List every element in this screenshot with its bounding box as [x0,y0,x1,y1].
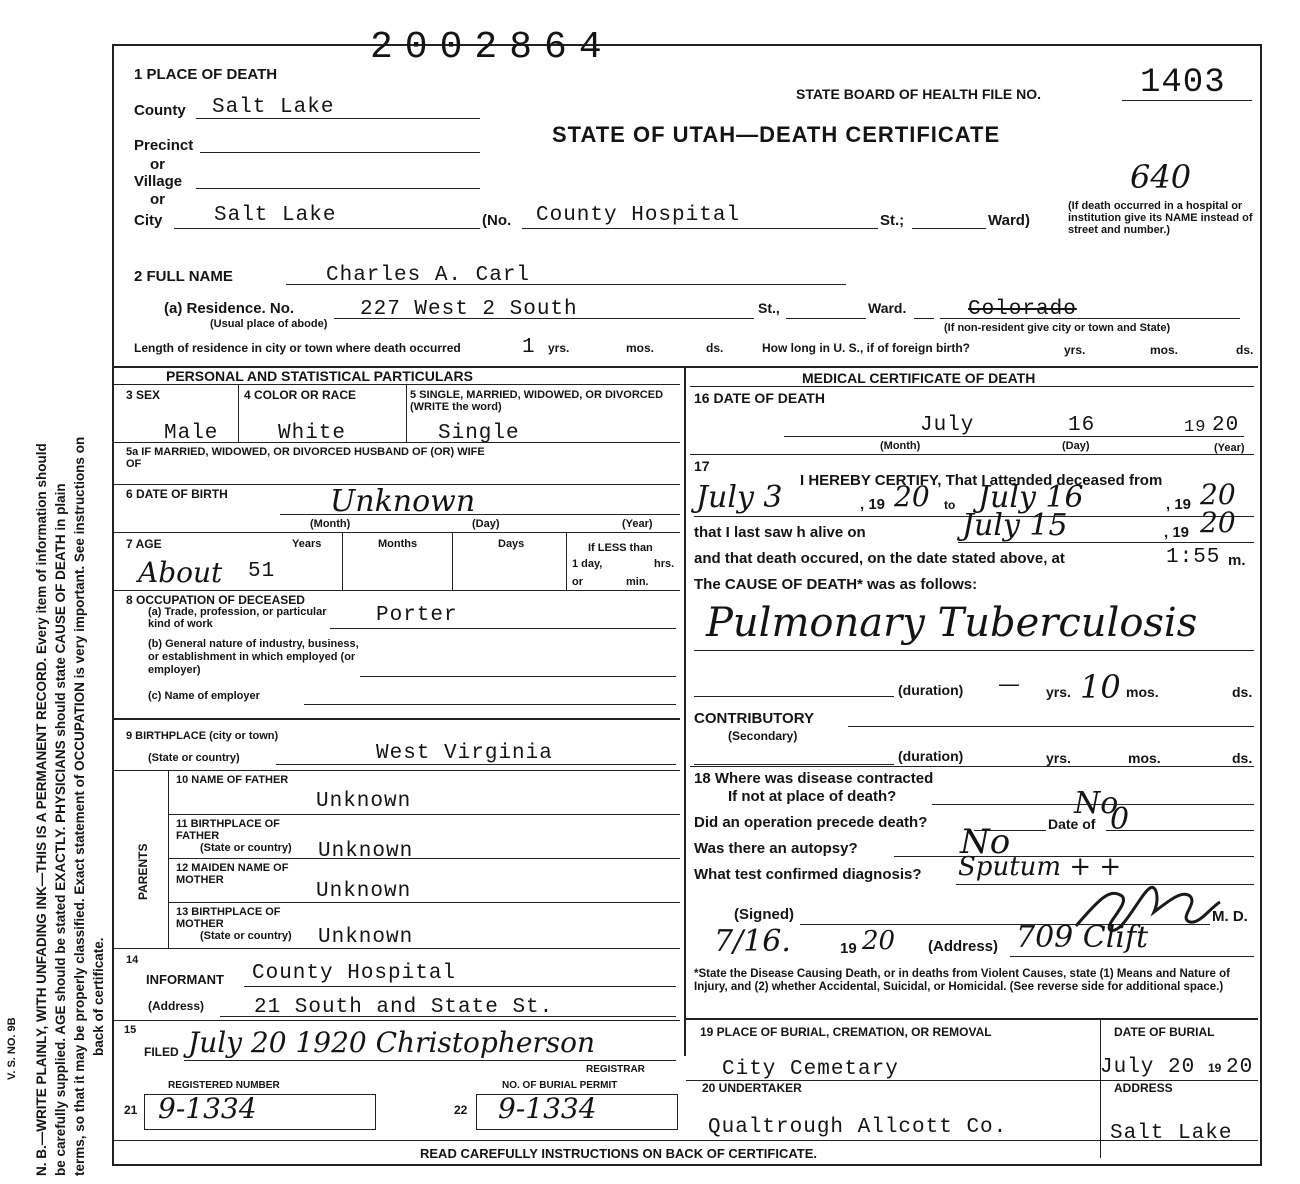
undertaker-value: Qualtrough Allcott Co. [708,1116,1008,1139]
death-time: 1:55 [1166,546,1221,569]
informant-address-value: 21 South and State St. [254,996,554,1019]
mother-name-value: Unknown [316,880,412,903]
side-note-line4: back of certificate. [91,937,106,1056]
residence-length-yrs: 1 [522,336,536,359]
village-label: Village [134,173,183,190]
ward-handwritten: 640 [1130,158,1192,196]
mother-birthplace-value: Unknown [318,926,414,949]
street-value: County Hospital [536,204,741,227]
burial-place-value: City Cemetary [722,1058,899,1081]
full-name-value: Charles A. Carl [326,264,531,287]
city-label: City [134,212,163,229]
race-value: White [278,422,347,445]
county-label: County [134,102,186,119]
signed-date: 7/16. [714,924,791,959]
board-file-label: STATE BOARD OF HEALTH FILE NO. [796,86,1041,102]
instructions-footer: READ CAREFULLY INSTRUCTIONS ON BACK OF CERTIFICATE. [420,1146,817,1161]
medical-section-title: MEDICAL CERTIFICATE OF DEATH [802,370,1036,386]
side-note-line1: N. B.—WRITE PLAINLY, WITH UNFADING INK—THIS IS A PERMANENT RECORD. Every item of information should [34,443,49,1176]
side-note-line2: be carefully supplied. AGE should be stated EXACTLY. PHYSICIANS should state CAUSE OF DEATH in plain [53,483,68,1176]
city-value: Salt Lake [214,204,337,227]
last-saw-alive: July 15 [962,508,1068,543]
father-birthplace-value: Unknown [318,840,414,863]
death-month-value: July [920,414,975,437]
place-of-death-label: 1 PLACE OF DEATH [134,66,278,83]
certificate-number: 2002864 [370,26,614,69]
sex-value: Male [164,422,219,445]
cause-of-death: Pulmonary Tuberculosis [706,600,1198,646]
residence-value: 227 West 2 South [360,298,578,321]
hospital-note: (If death occurred in a hospital or institution give its NAME instead of street and number.) [1068,200,1253,236]
cause-footnote: *State the Disease Causing Death, or in deaths from Violent Causes, state (1) Means and Nature of Injury, and (2) whether Accidental, Suicidal, or Homicidal. (See reverse side for additional space.) [694,968,1230,993]
side-note-line3: terms, so that it may be properly classified. Exact statement of OCCUPATION is very important. See instructions on [72,436,87,1176]
precinct-label: Precinct [134,137,194,154]
nonresident-value: Colorado [968,298,1077,321]
registered-number: 9-1334 [158,1092,257,1125]
birthplace-value: West Virginia [376,742,553,765]
diagnosis-test: Sputum + + [958,852,1122,882]
board-file-number: 1403 [1140,64,1226,102]
death-day-value: 16 [1068,414,1096,437]
burial-date-value: July 20 [1100,1056,1196,1079]
personal-section-title: PERSONAL AND STATISTICAL PARTICULARS [166,368,473,384]
disease-contracted: No [1074,786,1119,821]
marital-value: Single [438,422,520,445]
burial-permit-number: 9-1334 [498,1092,597,1125]
dob-value: Unknown [330,484,476,519]
death-year-value: 20 [1212,414,1240,437]
father-name-value: Unknown [316,790,412,813]
autopsy-value: No [960,822,1011,862]
filed-handwritten: July 20 1920 Christopherson [188,1026,596,1059]
attended-from: July 3 [696,480,783,515]
occupation-value: Porter [376,604,458,627]
duration-months: 10 [1080,668,1121,706]
parents-label: PARENTS [136,843,150,900]
age-handwritten: About [138,556,223,589]
burial-year-value: 20 [1226,1056,1254,1079]
county-value: Salt Lake [212,96,335,119]
age-years-value: 51 [248,560,276,583]
undertaker-address-value: Salt Lake [1110,1122,1233,1145]
form-number: V. S. NO. 9B [6,1017,18,1080]
full-name-label: 2 FULL NAME [134,268,233,285]
informant-value: County Hospital [252,962,457,985]
physician-address: 709 Clift [1016,920,1149,955]
certificate-title: STATE OF UTAH—DEATH CERTIFICATE [552,122,1001,147]
attended-to: July 16 [978,480,1084,515]
